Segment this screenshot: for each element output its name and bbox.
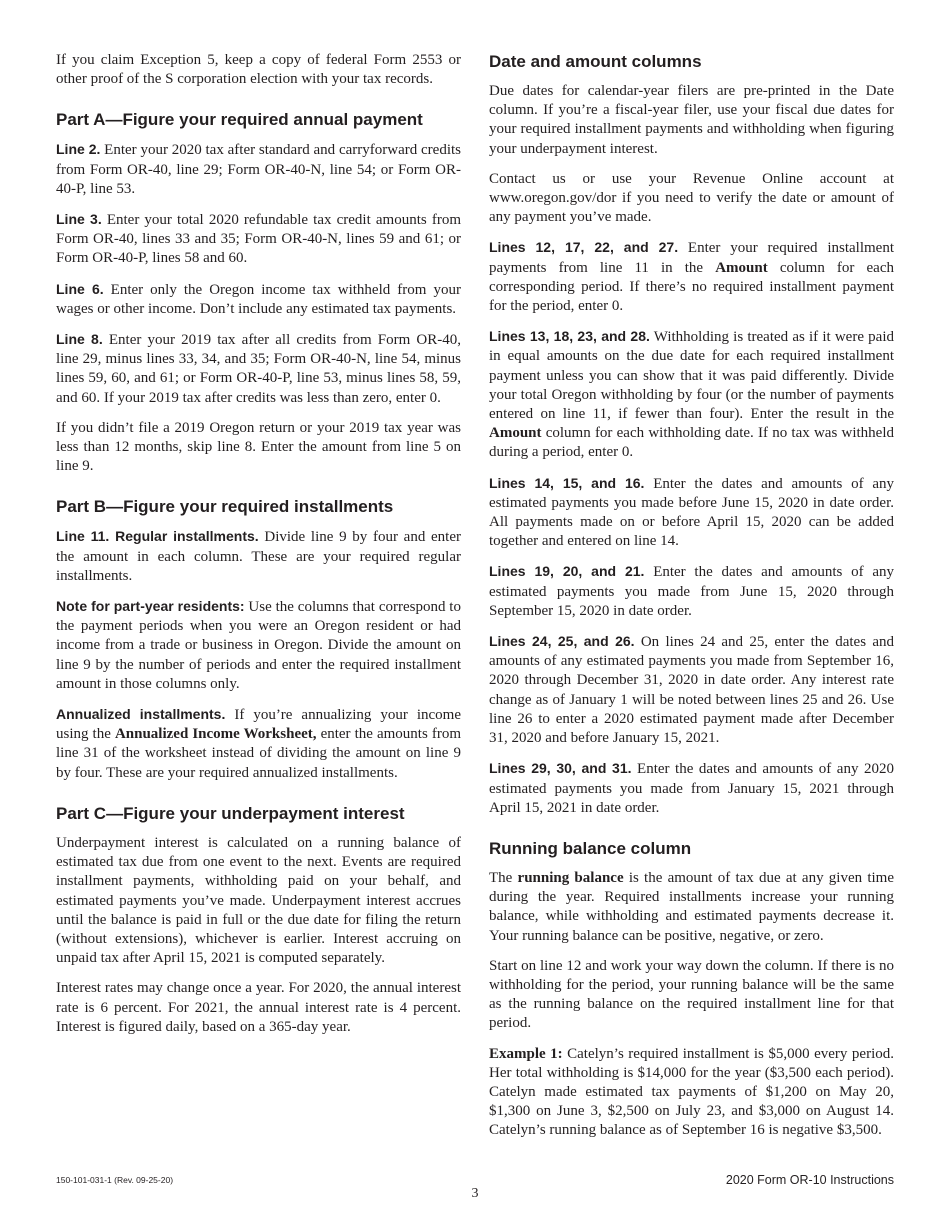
example-1-paragraph: Example 1: Catelyn’s required installment is $5,000 every period. Her total withholding is $14,000 for the year ($3,500 each period). Catelyn made estimated tax payments of $1,200 on May 20, $1,300 on June 3, $2,500 on July 23, and $3,000 on August 14. Catelyn’s running balance as of September 16 is negative $3,500. (489, 1045, 894, 1139)
annualized-label: Annualized installments. (56, 706, 226, 723)
part-b-heading: Part B—Figure your required installments (56, 497, 394, 517)
part-year-note-paragraph: Note for part-year residents: Use the columns that correspond to the payment periods when you were an Oregon resident or had income from a trade or business in Oregon. Divide the amount on line 9 by the number of periods and enter the required installment amount in those columns only. (56, 598, 461, 692)
lines-14-label: Lines 14, 15, and 16. (489, 474, 645, 491)
lines-13-paragraph: Lines 13, 18, 23, and 28. Withholding is treated as if it were paid in equal amounts on the due date for each required installment payment unless you can show that it was paid differently. Divide your total Oregon withholding by four (or the number of payments entered on line 11, if fewer than four). Enter the result in the Amount column for each withholding date. If no tax was withheld during a period, enter 0. (489, 328, 894, 461)
part-c-heading: Part C—Figure your underpayment interest (56, 803, 405, 823)
part-c-paragraph-2: Interest rates may change once a year. For 2020, the annual interest rate is 6 percent. For 2021, the annual interest rate is 4 percent. Interest is figured daily, based on a 365-day year. (56, 980, 461, 1035)
lines-24-label: Lines 24, 25, and 26. (489, 633, 635, 650)
intro-paragraph: If you claim Exception 5, keep a copy of federal Form 2553 or other proof of the S corporation election with your tax records. (56, 52, 461, 88)
running-balance-heading: Running balance column (489, 838, 692, 858)
lines-29-paragraph: Lines 29, 30, and 31. Enter the dates and amounts of any 2020 estimated payments you made from January 15, 2021 through April 15, 2021 in date order. (489, 760, 894, 816)
left-column (56, 51, 461, 1048)
example-1-label: Example 1: (489, 1045, 563, 1062)
lines-24-paragraph: Lines 24, 25, and 26. On lines 24 and 25, enter the dates and amounts of any estimated payments you made from September 16, 2020 through December 31, 2020 in date order. Any interest rate change as of January 1 will be noted between lines 25 and 26. Use line 26 to enter a 2020 estimated payment made after December 31, 2020 and before January 15, 2021. (489, 633, 894, 747)
document-title: 2020 Form OR-10 Instructions (725, 1173, 894, 1187)
lines-19-paragraph: Lines 19, 20, and 21. Enter the dates and amounts of any estimated payments you made from June 15, 2020 through September 15, 2020 in date order. (489, 563, 894, 619)
part-c-paragraph-1: Underpayment interest is calculated on a running balance of estimated tax due from one event to the next. Events are required installment payments, withholding paid on your behalf, and estimated payments you’ve made. Underpayment interest accrues until the balance is paid in full or the due date for filing the return (without extensions), whichever is earlier. Interest accruing on unpaid tax after April 15, 2021 is computed separately. (56, 834, 461, 967)
line-3-label: Line 3. (56, 211, 102, 228)
form-number: 150-101-031-1 (Rev. 09-25-20) (56, 1175, 174, 1185)
line-8-paragraph: Line 8. Enter your 2019 tax after all credits from Form OR-40, line 29, minus lines 33, 34, and 35; Form OR-40-N, line 54, minus lines 59, 60, and 61; or Form OR-40-P, line 53, minus lines 58, 59, and 60. If your 2019 tax after credits was less than zero, enter 0. (56, 331, 461, 406)
page-number: 3 (471, 1186, 479, 1201)
running-balance-paragraph-1: The running balance is the amount of tax due at any given time during the year. Required installments increase your running balance, while withholding and estimated payments decrease it. Your running balance can be positive, negative, or zero. (489, 869, 894, 944)
lines-29-label: Lines 29, 30, and 31. (489, 760, 632, 777)
line-8-label: Line 8. (56, 331, 103, 348)
running-balance-paragraph-2: Start on line 12 and work your way down the column. If there is no withholding for the period, your running balance will be the same as the running balance on the required installment line for that period. (489, 957, 894, 1032)
line-3-paragraph: Line 3. Enter your total 2020 refundable tax credit amounts from Form OR-40, lines 33 and 35; Form OR-40-N, lines 59 and 61; or Form OR-40-P, lines 58 and 60. (56, 211, 461, 267)
lines-12-paragraph: Lines 12, 17, 22, and 27. Enter your required installment payments from line 11 in the Amount column for each corresponding period. If there’s no required installment payment for the period, enter 0. (489, 239, 894, 315)
line-2-label: Line 2. (56, 141, 101, 158)
date-paragraph-1: Due dates for calendar-year filers are pre-printed in the Date column. If you’re a fiscal-year filer, use your fiscal due dates for your required installment payments and withholding when figuring your underpayment interest. (489, 83, 894, 157)
date-amount-heading: Date and amount columns (489, 52, 702, 71)
line-6-label: Line 6. (56, 280, 104, 297)
lines-14-paragraph: Lines 14, 15, and 16. Enter the dates and amounts of any estimated payments you made before June 15, 2020 in date order. All payments made on or before April 15, 2020 can be added together and entered on line 14. (489, 474, 894, 550)
line-2-paragraph: Line 2. Enter your 2020 tax after standard and carryforward credits from Form OR-40, line 29; Form OR-40-N, line 54; or Form OR-40-P, line 53. (56, 141, 461, 197)
line-6-paragraph: Line 6. Enter only the Oregon income tax withheld from your wages or other income. Don’t include any estimated tax payments. (56, 280, 461, 317)
annualized-paragraph: Annualized installments. If you’re annualizing your income using the Annualized Income Worksheet, enter the amounts from line 31 of the worksheet instead of dividing the amount on line 9 by four. These are your required annualized installments. (56, 706, 462, 781)
part-year-note-label: Note for part-year residents: (56, 598, 245, 615)
right-column (489, 51, 894, 1152)
line-11-paragraph: Line 11. Regular installments. Divide line 9 by four and enter the amount in each column. These are your required regular installments. (56, 528, 461, 584)
skip-line-8-paragraph: If you didn’t file a 2019 Oregon return or your 2019 tax year was less than 12 months, skip line 8. Enter the amount from line 5 on line 9. (56, 419, 461, 475)
part-a-heading: Part A—Figure your required annual payment (56, 110, 423, 130)
line-11-label: Line 11. Regular installments. (56, 528, 259, 545)
date-paragraph-2: Contact us or use your Revenue Online account at www.oregon.gov/dor if you need to verify the date or amount of any payment you’ve made. (489, 170, 894, 226)
lines-19-label: Lines 19, 20, and 21. (489, 563, 645, 580)
lines-13-label: Lines 13, 18, 23, and 28. (489, 328, 650, 345)
lines-12-label: Lines 12, 17, 22, and 27. (489, 239, 679, 256)
